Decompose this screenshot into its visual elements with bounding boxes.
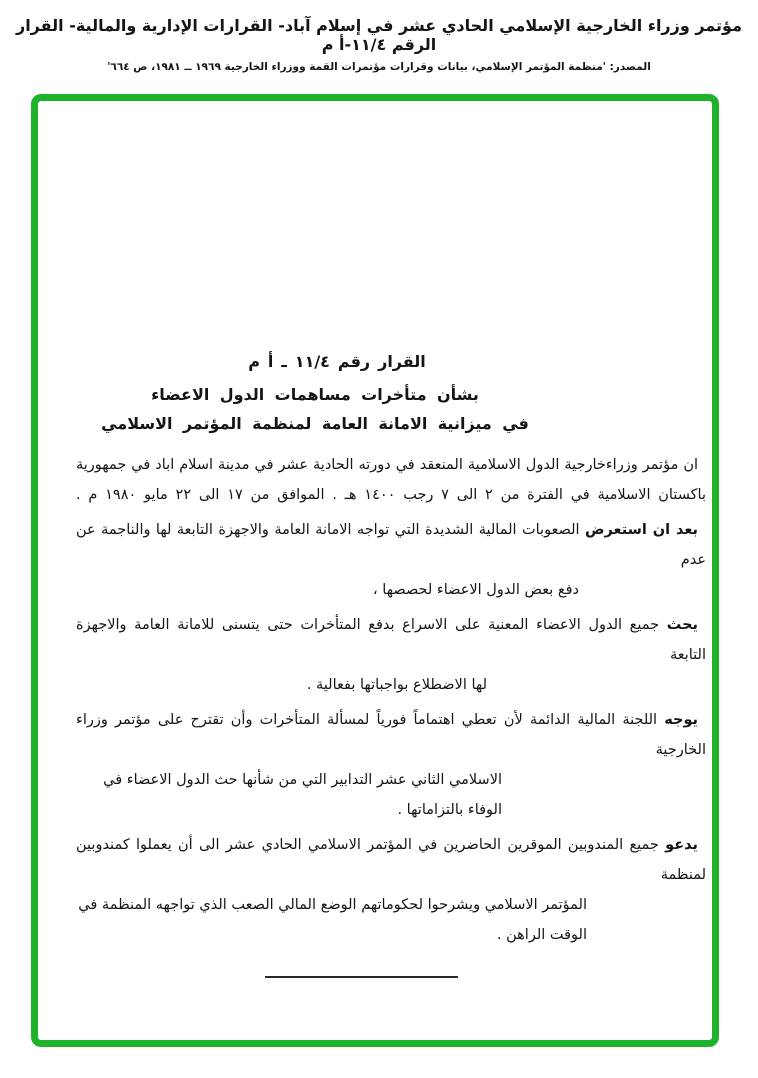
document-content bbox=[38, 101, 712, 978]
page-header bbox=[0, 0, 758, 73]
paragraph-line bbox=[76, 610, 706, 670]
paragraphs bbox=[76, 450, 706, 950]
paragraph-text: الصعوبات المالية الشديدة التي تواجه الامانة العامة والاجهزة التابعة لها والناجمة عن عدم bbox=[76, 522, 706, 568]
paragraph-line bbox=[76, 515, 706, 575]
paragraph-line: المؤتمر الاسلامي ويشرحوا لحكوماتهم الوضع المالي الصعب الذي تواجهه المنظمة في الوقت الراهن . bbox=[78, 897, 587, 943]
paragraph-review bbox=[76, 515, 706, 605]
paragraph-urges bbox=[76, 610, 706, 700]
document-border bbox=[31, 94, 719, 1047]
separator-line bbox=[265, 976, 458, 978]
document-title-line-1: بشأن متأخرات مساهمات الدول الاعضاء bbox=[151, 385, 479, 404]
document-title-line-2: في ميزانية الامانة العامة لمنظمة المؤتمر الاسلامي bbox=[101, 414, 529, 433]
paragraph-line: باكستان الاسلامية في الفترة من ٢ الى ٧ رجب ١٤٠٠ هـ . الموافق من ١٧ الى ٢٢ مايو ١٩٨٠ م . bbox=[76, 487, 706, 503]
header-title: مؤتمر وزراء الخارجية الإسلامي الحادي عشر في إسلام آباد- القرارات الإدارية والمالية- القرار الرقم ١١/٤-أ م bbox=[15, 16, 742, 54]
resolution-number: القرار رقم ١١/٤ ـ أ م bbox=[248, 352, 426, 371]
paragraph-line bbox=[76, 450, 706, 480]
lead-word: بعد ان استعرض bbox=[585, 522, 699, 538]
lead-word: يحث bbox=[666, 617, 698, 633]
lead-word: يدعو bbox=[665, 837, 698, 853]
paragraph-directs bbox=[76, 705, 706, 825]
paragraph-text: ان مؤتمر وزراءخارجية الدول الاسلامية المنعقد في دورته الحادية عشر في مدينة اسلام اباد في جمهورية bbox=[76, 457, 698, 473]
paragraph-preamble bbox=[76, 450, 706, 510]
paragraph-text: اللجنة المالية الدائمة لأن تعطي اهتماماً فورياً لمسألة المتأخرات وأن تقترح على مؤتمر وزراء الخارجية bbox=[76, 712, 706, 758]
lead-word: يوجه bbox=[664, 712, 698, 728]
paragraph-line: الاسلامي الثاني عشر التدابير التي من شأنها حث الدول الاعضاء في الوفاء بالتزاماتها . bbox=[103, 772, 502, 818]
header-source: المصدر: 'منظمة المؤتمر الإسلامي، بيانات وقرارات مؤتمرات القمة ووزراء الخارجية ١٩٦٩ ــ ١٩٨١، ص ٦٦٤' bbox=[107, 61, 651, 73]
paragraph-line: دفع بعض الدول الاعضاء لحصصها ، bbox=[372, 582, 579, 598]
paragraph-line bbox=[76, 830, 706, 890]
paragraph-invites bbox=[76, 830, 706, 950]
paragraph-text: جميع الدول الاعضاء المعنية على الاسراع بدفع المتأخرات حتى يتسنى للامانة العامة والاجهزة التابعة bbox=[76, 617, 706, 663]
paragraph-line: لها الاضطلاع بواجباتها بفعالية . bbox=[306, 677, 487, 693]
paragraph-text: جميع المندوبين الموقرين الحاضرين في المؤتمر الاسلامي الحادي عشر الى أن يعملوا كمندوبين لمنظمة bbox=[76, 837, 706, 883]
paragraph-line bbox=[76, 705, 706, 765]
